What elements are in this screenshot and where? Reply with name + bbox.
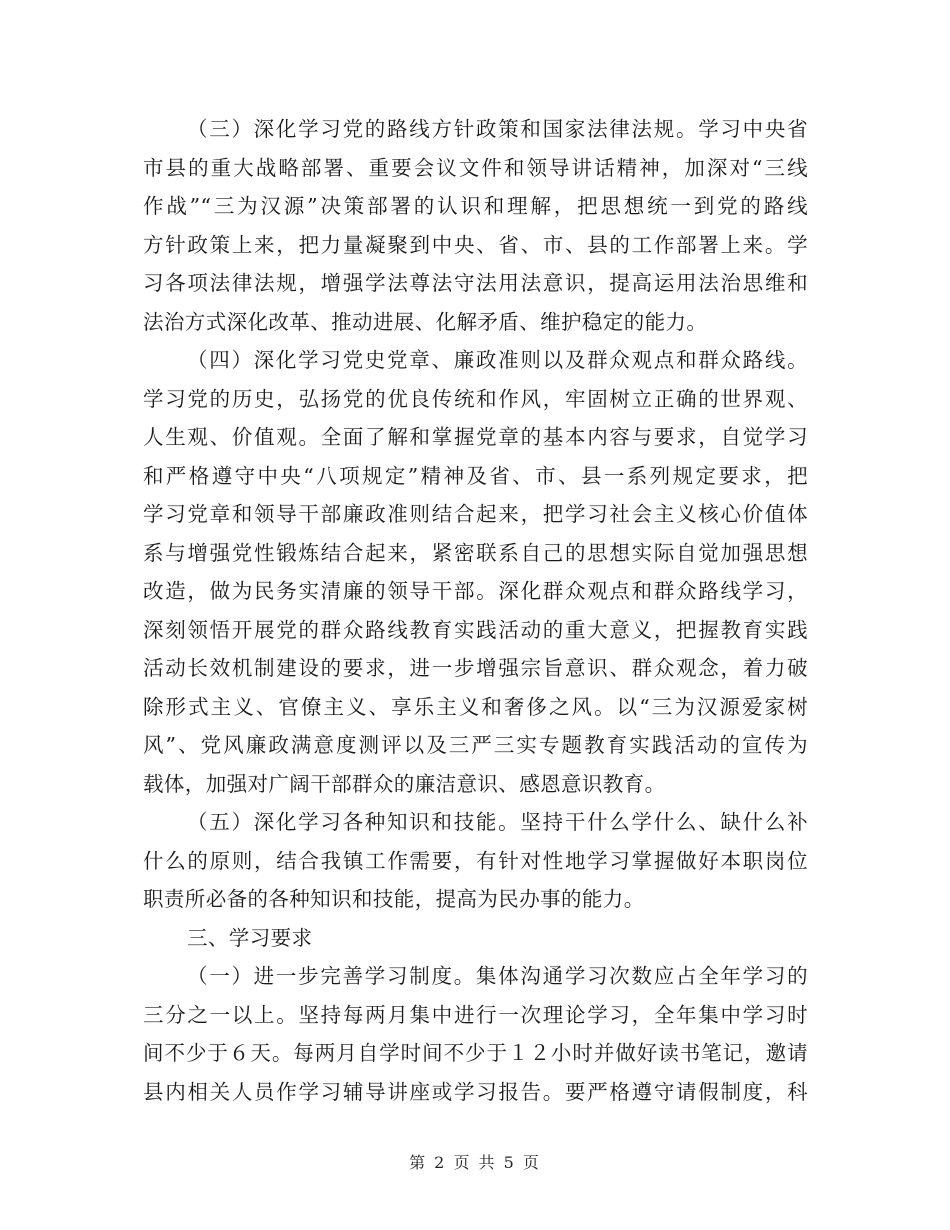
text-line: 和严格遵守中央“八项规定”精神及省、市、县一系列规定要求，把 <box>143 463 808 488</box>
paragraph-four <box>143 341 808 803</box>
text-line: 深刻领悟开展党的群众路线教育实践活动的重大意义，把握教育实践 <box>143 617 808 642</box>
text-line: 法治方式深化改革、推动进展、化解矛盾、维护稳定的能力。 <box>143 309 708 334</box>
text-line: 习各项法律法规，增强学法尊法守法用法意识，提高运用法治思维和 <box>143 271 808 295</box>
text-line: 人生观、价值观。全面了解和掌握党章的基本内容与要求，自觉学习 <box>143 425 808 449</box>
paragraph-three <box>143 110 808 341</box>
text-line: （四）深化学习党史党章、廉政准则以及群众观点和群众路线。 <box>187 348 808 372</box>
text-line: （一）进一步完善学习制度。集体沟通学习次数应占全年学习的 <box>187 964 808 988</box>
text-line: 县内相关人员作学习辅导讲座或学习报告。要严格遵守请假制度，科 <box>143 1079 808 1104</box>
text-line: 学习党的历史，弘扬党的优良传统和作风，牢固树立正确的世界观、 <box>143 386 808 411</box>
text-line: 活动长效机制建设的要求，进一步增强宗旨意识、群众观念，着力破 <box>143 656 808 680</box>
text-line: （五）深化学习各种知识和技能。坚持干什么学什么、缺什么补 <box>187 810 808 834</box>
section-heading-text: 三、学习要求 <box>187 925 313 950</box>
document-body <box>143 110 808 1111</box>
text-line: 市县的重大战略部署、重要会议文件和领导讲话精神，加深对“三线 <box>143 155 808 180</box>
text-line: 作战”“三为汉源”决策部署的认识和理解，把思想统一到党的路线 <box>143 194 808 218</box>
text-line: 学习党章和领导干部廉政准则结合起来，把学习社会主义核心价值体 <box>143 502 808 526</box>
text-line: 载体，加强对广阔干部群众的廉洁意识、感恩意识教育。 <box>143 771 666 796</box>
page-number-footer: 第 2 页 共 5 页 <box>409 1153 541 1172</box>
text-line: 三分之一以上。坚持每两月集中进行一次理论学习，全年集中学习时 <box>143 1002 808 1027</box>
text-line: （三）深化学习党的路线方针政策和国家法律法规。学习中央省 <box>187 117 808 141</box>
paragraph-requirement-one <box>143 957 808 1111</box>
text-line: 改造，做为民务实清廉的领导干部。深化群众观点和群众路线学习， <box>143 579 808 603</box>
text-line: 什么的原则，结合我镇工作需要，有针对性地学习掌握做好本职岗位 <box>143 848 808 873</box>
text-line: 风”、党风廉政满意度测评以及三严三实专题教育实践活动的宣传为 <box>143 733 808 757</box>
text-line: 除形式主义、官僚主义、享乐主义和奢侈之风。以“三为汉源爱家树 <box>143 694 808 719</box>
paragraph-five <box>143 803 808 919</box>
section-heading <box>143 919 808 958</box>
text-line: 方针政策上来，把力量凝聚到中央、省、市、县的工作部署上来。学 <box>143 232 808 257</box>
text-line: 系与增强党性锻炼结合起来，紧密联系自己的思想实际自觉加强思想 <box>143 540 808 565</box>
text-line: 间不少于６天。每两月自学时间不少于１２小时并做好读书笔记，邀请 <box>143 1041 808 1065</box>
text-line: 职责所必备的各种知识和技能，提高为民办事的能力。 <box>143 887 645 911</box>
